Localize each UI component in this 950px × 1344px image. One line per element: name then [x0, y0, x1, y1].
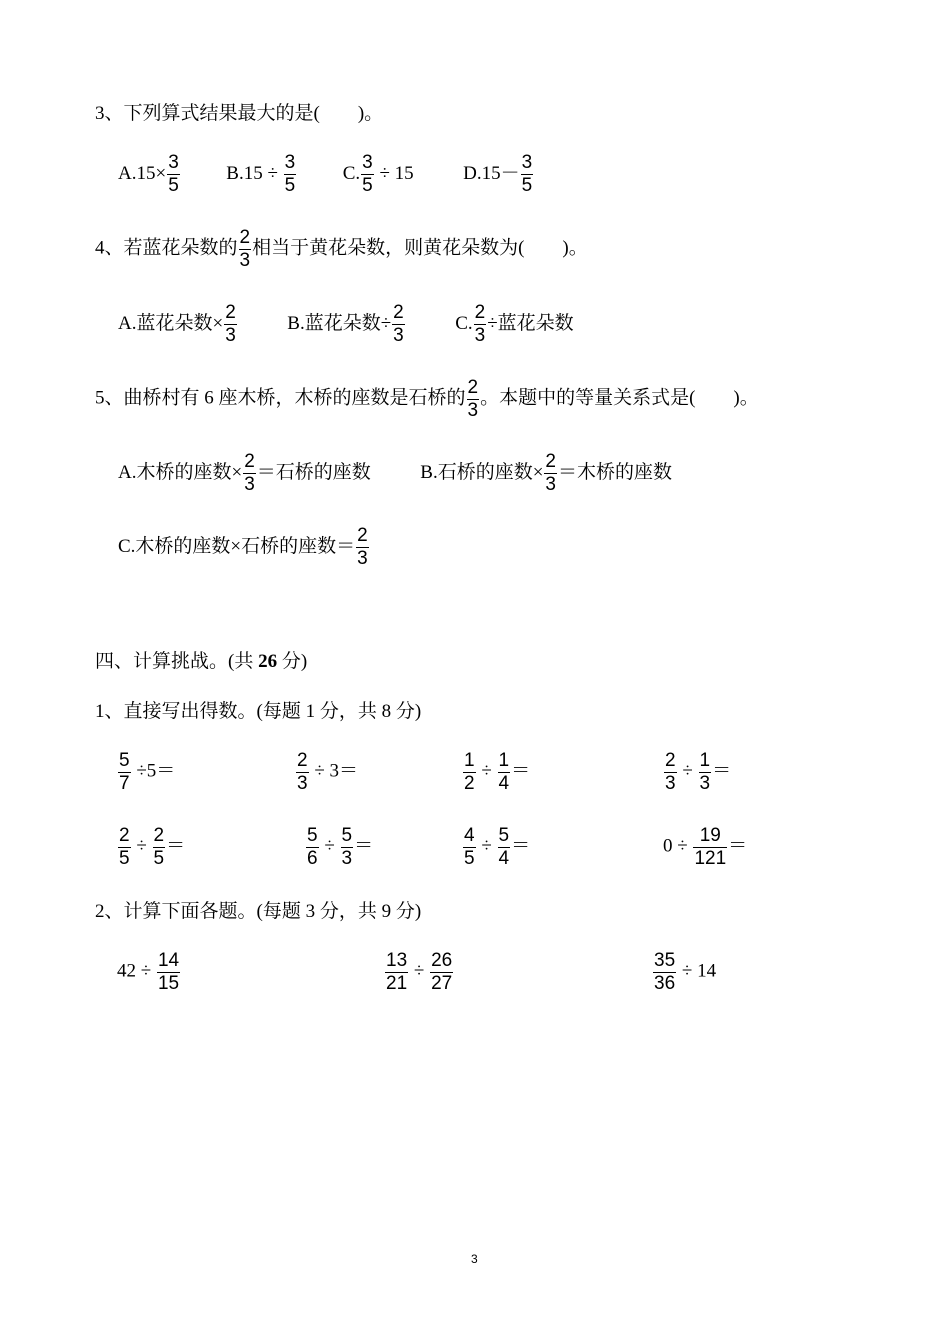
fraction: $\frac{3}{5}$ [284, 152, 296, 196]
q5-options-row1 [118, 451, 672, 496]
fraction: $\frac{13}{21}$ [386, 950, 408, 994]
fraction: $\frac{2}{3}$ [393, 302, 404, 346]
q3-option-b[interactable]: B.15 ÷ $\frac{3}{5}$ [226, 152, 296, 196]
fraction: $\frac{1}{4}$ [498, 750, 510, 794]
fraction: $\frac{4}{5}$ [464, 825, 475, 869]
fraction: $\frac{2}{3}$ [225, 302, 236, 346]
fraction: $\frac{2}{3}$ [665, 750, 676, 794]
q3-option-c[interactable]: C. $\frac{3}{5}$ ÷ 15 [342, 152, 414, 196]
fraction: $\frac{2}{3}$ [244, 451, 255, 495]
fraction: $\frac{19}{121}$ [694, 825, 727, 869]
page-number: 3 [471, 1252, 478, 1266]
q5-options-row2 [118, 525, 370, 570]
calc-item: $\frac{2}{3}$ ÷ 3＝ [297, 750, 359, 794]
calc-item: 0 ÷ $\frac{19}{121}$ ＝ [663, 825, 748, 869]
q5-option-c[interactable]: C.木桥的座数×石桥的座数＝ $\frac{2}{3}$ [118, 525, 368, 569]
fraction: $\frac{2}{3}$ [297, 750, 308, 794]
fraction: $\frac{2}{3}$ [357, 525, 368, 569]
fraction: $\frac{5}{7}$ [119, 750, 130, 794]
fraction: $\frac{14}{15}$ [157, 950, 180, 994]
q5-option-a[interactable]: A.木桥的座数× $\frac{2}{3}$ ＝石桥的座数 [118, 451, 371, 495]
fraction: $\frac{1}{3}$ [699, 750, 711, 794]
calc-item: $\frac{35}{36}$ ÷ 14 [654, 950, 717, 994]
calc-item: $\frac{5}{6}$ ÷ $\frac{5}{3}$ ＝ [307, 825, 374, 869]
calc-item: $\frac{4}{5}$ ÷ $\frac{5}{4}$ ＝ [464, 825, 531, 869]
calc-item: $\frac{13}{21}$ ÷ $\frac{26}{27}$ [386, 950, 453, 994]
q4-option-b[interactable]: B.蓝花朵数÷ $\frac{2}{3}$ [287, 302, 404, 346]
q3-options [118, 152, 534, 197]
calc-item: $\frac{2}{3}$ ÷ $\frac{1}{3}$ ＝ [665, 750, 732, 794]
fraction: $\frac{2}{3}$ [474, 302, 486, 346]
q4-option-c[interactable]: C. $\frac{2}{3}$ ÷蓝花朵数 [455, 302, 574, 346]
fraction: $\frac{2}{5}$ [119, 825, 130, 869]
calc-item: $\frac{1}{2}$ ÷ $\frac{1}{4}$ ＝ [464, 750, 531, 794]
calc-item: $\frac{2}{5}$ ÷ $\frac{2}{5}$ ＝ [119, 825, 186, 869]
fraction: $\frac{2}{3}$ [545, 451, 556, 495]
fraction: $\frac{3}{5}$ [362, 152, 373, 196]
section-title: 四、计算挑战。(共 26 分) [95, 651, 308, 672]
part1-title: 1、直接写出得数。(每题 1 分，共 8 分) [95, 701, 422, 722]
q4-stem: 4、若蓝花朵数的 $\frac{2}{3}$ 相当于黄花朵数，则黄花朵数为( )。 [95, 227, 588, 271]
part2-title: 2、计算下面各题。(每题 3 分，共 9 分) [95, 901, 422, 922]
q3-option-a[interactable]: A.15× $\frac{3}{5}$ [118, 152, 179, 196]
fraction: $\frac{2}{5}$ [153, 825, 165, 869]
fraction: $\frac{2}{3}$ [467, 377, 479, 421]
q5-stem: 5、曲桥村有 6 座木桥，木桥的座数是石桥的 $\frac{2}{3}$ 。本题中的等量关系式是( )。 [95, 377, 759, 421]
fraction: $\frac{5}{6}$ [307, 825, 318, 869]
q4-options [118, 302, 574, 347]
q4-option-a[interactable]: A.蓝花朵数× $\frac{2}{3}$ [118, 302, 236, 346]
q3-stem: 3、下列算式结果最大的是( )。 [95, 103, 384, 124]
fraction: $\frac{5}{3}$ [341, 825, 353, 869]
fraction: $\frac{3}{5}$ [168, 152, 179, 196]
fraction: $\frac{35}{36}$ [654, 950, 676, 994]
fraction: $\frac{5}{4}$ [498, 825, 510, 869]
fraction: $\frac{2}{3}$ [239, 227, 251, 271]
q3-option-d[interactable]: D.15－ $\frac{3}{5}$ [463, 152, 533, 196]
fraction: $\frac{1}{2}$ [464, 750, 475, 794]
fraction: $\frac{26}{27}$ [431, 950, 453, 994]
calc-item: $\frac{5}{7}$ ÷5＝ [119, 750, 176, 794]
q5-option-b[interactable]: B.石桥的座数× $\frac{2}{3}$ ＝木桥的座数 [420, 451, 673, 495]
calc-item: 42 ÷ $\frac{14}{15}$ [117, 950, 180, 994]
fraction: $\frac{3}{5}$ [521, 152, 533, 196]
